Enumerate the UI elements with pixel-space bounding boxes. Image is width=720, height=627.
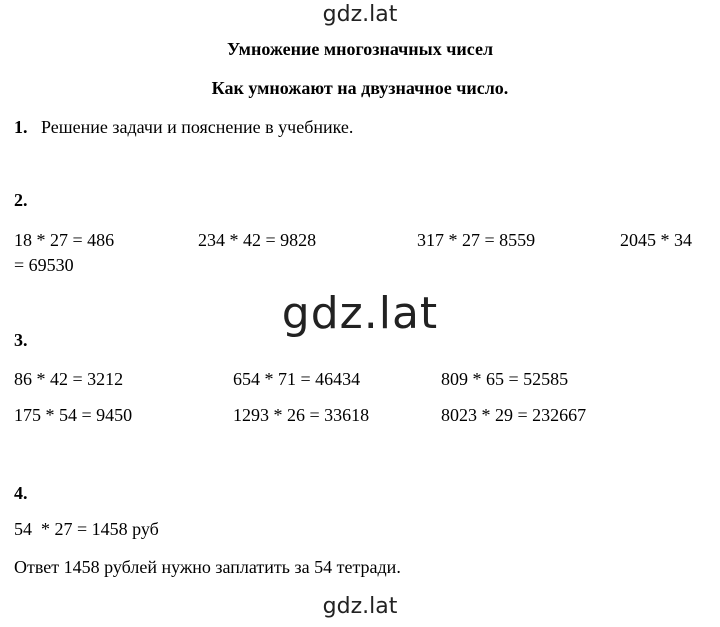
- page-title: Умножение многозначных чисел: [226, 39, 494, 59]
- watermark-bottom: gdz.lat: [322, 594, 398, 619]
- task-3-equation: 8023 * 29 = 232667: [441, 405, 587, 425]
- task-3-equation: 86 * 42 = 3212: [14, 369, 124, 389]
- watermark-middle: gdz.lat: [281, 288, 439, 339]
- page-subtitle: Как умножают на двузначное число.: [211, 78, 509, 98]
- task-1-number: 1.: [14, 117, 28, 137]
- task-2-continuation: = 69530: [14, 255, 74, 275]
- task-2-equation: 317 * 27 = 8559: [417, 230, 536, 250]
- task-3-equation: 654 * 71 = 46434: [233, 369, 361, 389]
- task-2-equation: 234 * 42 = 9828: [198, 230, 317, 250]
- task-4-number: 4.: [14, 483, 28, 503]
- task-3-equation: 809 * 65 = 52585: [441, 369, 569, 389]
- task-3-equation: 175 * 54 = 9450: [14, 405, 133, 425]
- watermark-top: gdz.lat: [322, 2, 398, 27]
- task-3-number: 3.: [14, 330, 28, 350]
- task-2-equation: 2045 * 34: [620, 230, 692, 250]
- task-2-equation: 18 * 27 = 486: [14, 230, 115, 250]
- task-4-equation: 54 * 27 = 1458 руб: [14, 519, 159, 539]
- task-1-text: Решение задачи и пояснение в учебнике.: [41, 117, 354, 137]
- task-2-number: 2.: [14, 190, 28, 210]
- task-4-answer: Ответ 1458 рублей нужно заплатить за 54 тетради.: [14, 557, 401, 577]
- task-3-equation: 1293 * 26 = 33618: [233, 405, 370, 425]
